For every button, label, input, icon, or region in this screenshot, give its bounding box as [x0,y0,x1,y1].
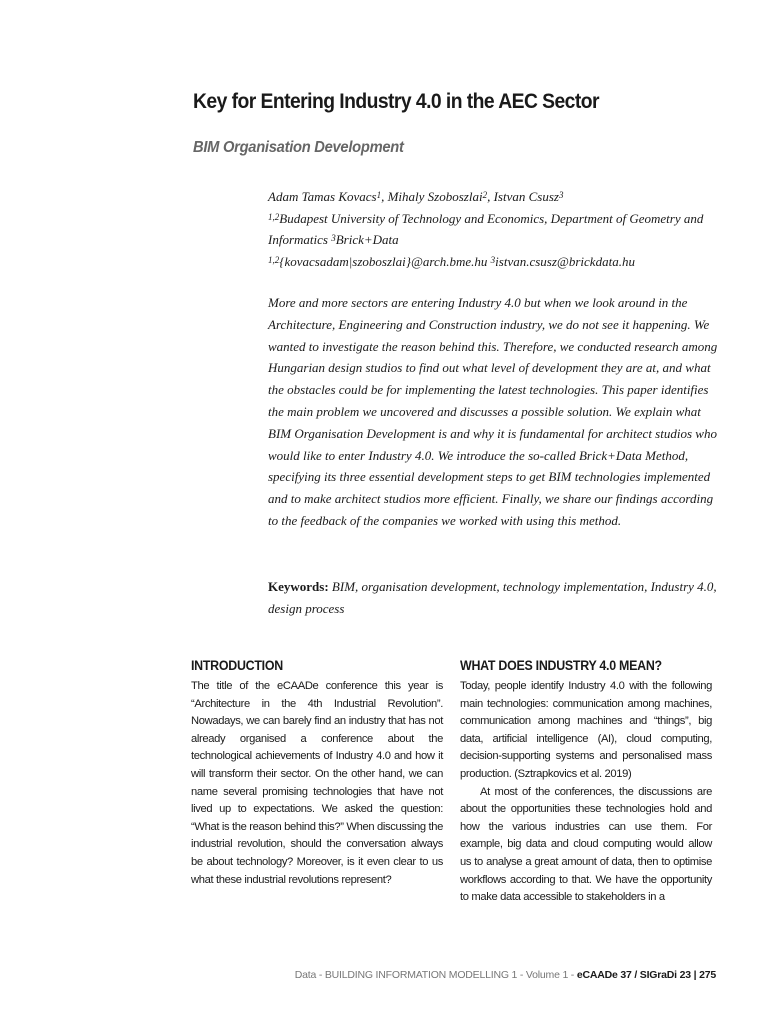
author-separator: , [381,189,388,204]
section-heading: INTRODUCTION [191,658,283,673]
email-superscript: 3 [490,254,496,265]
author-block [268,186,718,272]
footer-conference-page: eCAADe 37 / SIGraDi 23 | 275 [576,969,716,981]
paragraph: At most of the conferences, the discussions are about the opportunities these technologies hold and how the various industries can use them. For example, big data and cloud computing would allow us to analyse a great amount of data, then to optimise workflows according to that. We have the opportunity to make data accessible to stakeholders in a [460,785,712,904]
abstract: More and more sectors are entering Industry 4.0 but when we look around in the Architecture, Engineering and Construction industry, we do not see it happening. We wanted to investigate the reason behind this. Therefore, we conducted research among Hungarian design studios to find out what level of development they are at, and what the obstacles could be for implementing the latest technologies. This paper identifies the main problem we uncovered and discusses a possible solution. We explain what BIM Organisation Development is and why it is fundamental for architect studios who would like to enter Industry 4.0. We introduce the so-called Brick+Data Method, specifying its three essential development steps to get BIM technologies implemented and to make architect studios more efficient. Finally, we share our findings according to the feedback of the companies we worked with using this method. [268,295,718,528]
author-name: Mihaly Szoboszlai [387,189,483,204]
author-superscript: 2 [482,190,488,200]
email-superscript: 1,2 [268,254,280,265]
footer-track: Data - BUILDING INFORMATION MODELLING 1 - Volume 1 - [294,969,577,981]
affiliation-superscript: 1,2 [268,211,280,222]
page-footer [295,969,716,981]
author-affiliations [268,208,718,251]
paper-title: Key for Entering Industry 4.0 in the AEC Sector [193,90,599,113]
introduction-section [191,658,443,889]
author-separator: , [487,189,494,204]
industry-section [460,658,712,907]
author-superscript: 1 [376,190,382,200]
affiliation-superscript: 3 [331,233,336,243]
keywords-label: Keywords: [268,579,329,594]
author-names [268,186,718,208]
email-text: {kovacsadam|szoboszlai}@arch.bme.hu [279,253,491,269]
author-name: Adam Tamas Kovacs [268,189,377,204]
paper-subtitle: BIM Organisation Development [193,139,404,156]
author-name: Istvan Csusz [493,189,559,204]
keywords-text: BIM, organisation development, technology implementation, Industry 4.0, design process [268,579,717,616]
author-superscript: 3 [558,190,564,200]
email-text: istvan.csusz@brickdata.hu [495,253,635,269]
affiliation-text: Budapest University of Technology and Economics, Department of Geometry and Informatics [268,210,704,247]
author-emails [268,251,718,273]
keywords [268,576,718,620]
paragraph: Today, people identify Industry 4.0 with the following main technologies: communication among machines, communication among machines and “things”, big data, artificial intelligence (AI), cloud computing, decision-supporting systems and personalised mass production. (Sztrapkovics et al. 2019) [460,680,712,780]
section-heading: WHAT DOES INDUSTRY 4.0 MEAN? [460,658,662,673]
paragraph: The title of the eCAADe conference this year is “Architecture in the 4th Industrial Revolution”. Nowadays, we can barely find an industry that has not already organised a conference about the technological achievements of Industry 4.0 and how it will transform their sector. On the other hand, we can name several promising technologies that have not lived up to expectations. We asked the question: “What is the reason behind this?” When discussing the industrial revolution, should the conversation always be about technology? Moreover, is it even clear to us what these industrial revolutions represent? [191,680,443,886]
affiliation-text: Brick+Data [335,232,399,247]
